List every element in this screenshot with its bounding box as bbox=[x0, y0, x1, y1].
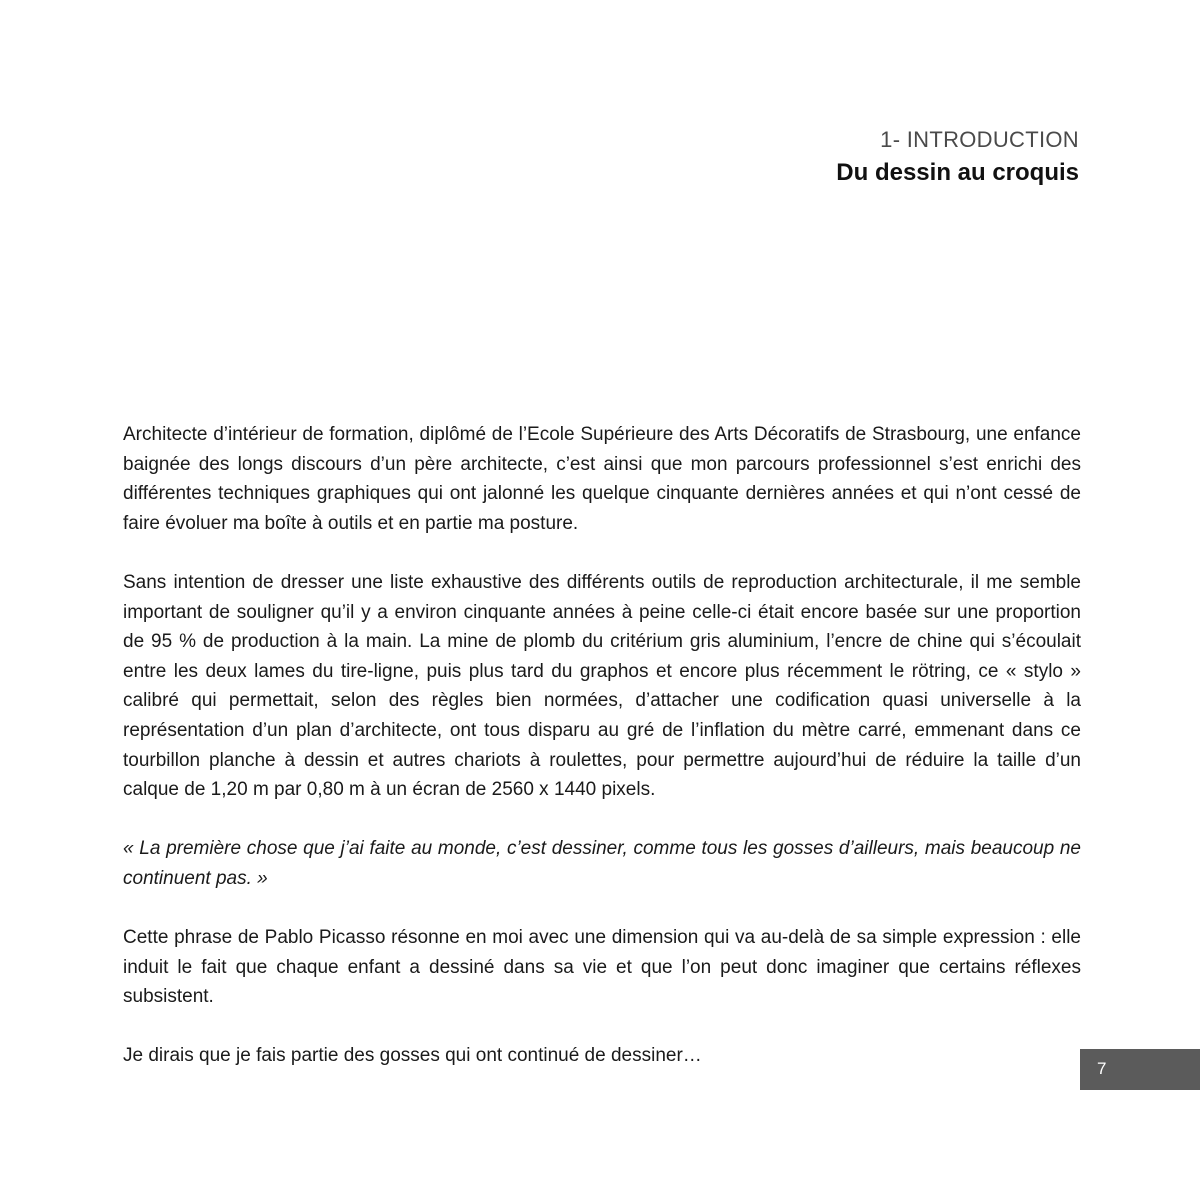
chapter-number: 1- INTRODUCTION bbox=[880, 127, 1079, 152]
body-text bbox=[123, 420, 1081, 1101]
page-number: 7 bbox=[1097, 1059, 1107, 1078]
paragraph-intro: Architecte d’intérieur de formation, diplômé de l’Ecole Supérieure des Arts Décoratifs de Strasbourg, une enfance baignée des longs discours d’un père architecte, c’est ainsi que mon parcours professionnel s’est enrichi des différentes techniques graphiques qui ont jalonné les quelque cinquante dernières années et qui n’ont cessé de faire évoluer ma boîte à outils et en partie ma posture. bbox=[123, 424, 1081, 534]
page-number-tab bbox=[1080, 1049, 1200, 1090]
paragraph-closing: Je dirais que je fais partie des gosses qui ont continué de dessiner… bbox=[123, 1045, 702, 1067]
paragraph-picasso: Cette phrase de Pablo Picasso résonne en moi avec une dimension qui va au-delà de sa simple expression : elle induit le fait que chaque enfant a dessiné dans sa vie et que l’on peut donc imaginer que certains réflexes subsistent. bbox=[123, 927, 1081, 1008]
chapter-title: Du dessin au croquis bbox=[836, 159, 1079, 186]
chapter-header bbox=[836, 125, 1079, 189]
picasso-quote: « La première chose que j’ai faite au monde, c’est dessiner, comme tous les gosses d’ailleurs, mais beaucoup ne continuent pas. » bbox=[123, 838, 1081, 889]
paragraph-tools: Sans intention de dresser une liste exhaustive des différents outils de reproduction architecturale, il me semble important de souligner qu’il y a environ cinquante années à peine celle-ci était encore basée sur une proportion de 95 % de production à la main. La mine de plomb du critérium gris aluminium, l’encre de chine qui s’écoulait entre les deux lames du tire-ligne, puis plus tard du graphos et encore plus récemment le rötring, ce « stylo » calibré qui permettait, selon des règles bien normées, d’attacher une codification quasi universelle à la représentation d’un plan d’architecte, ont tous disparu au gré de l’inflation du mètre carré, emmenant dans ce tourbillon planche à dessin et autres chariots à roulettes, pour permettre aujourd’hui de réduire la taille d’un calque de 1,20 m par 0,80 m à un écran de 2560 x 1440 pixels. bbox=[123, 571, 1081, 801]
